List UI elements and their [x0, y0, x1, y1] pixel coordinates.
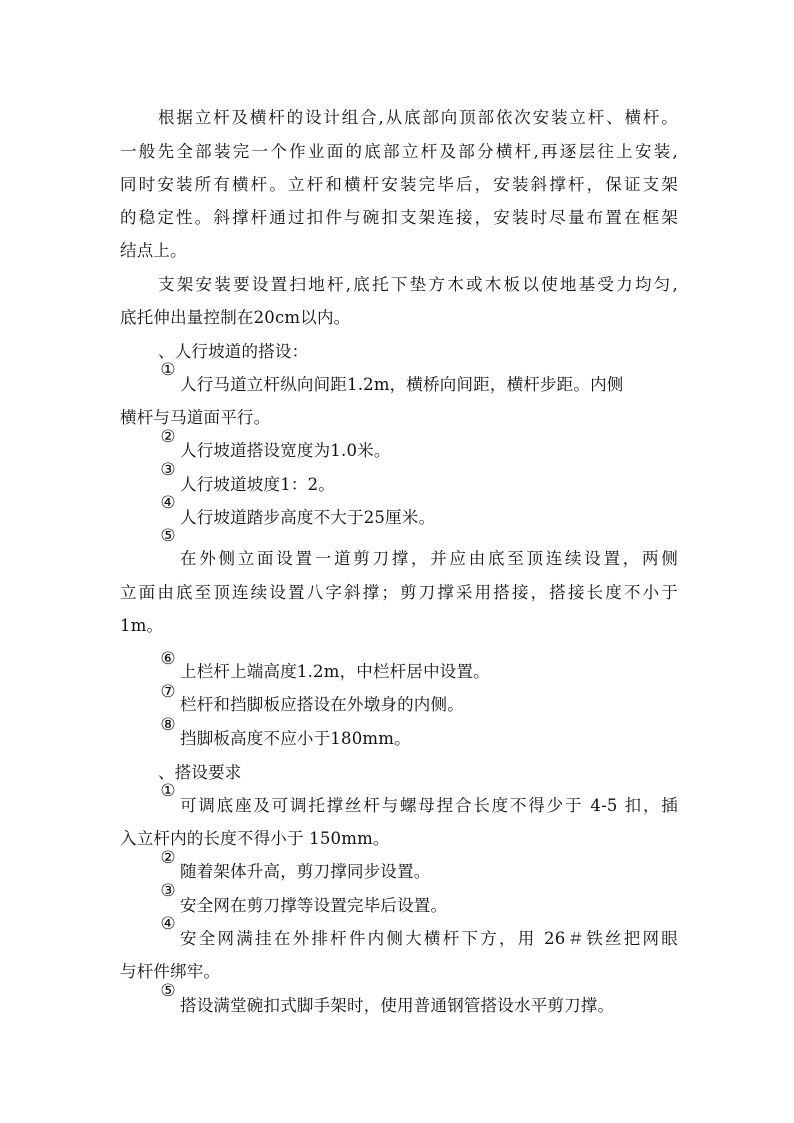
section2-item4-line-2: 与杆件绑牢。 — [120, 962, 221, 981]
circled-number-4-marker: ④ — [160, 493, 176, 513]
circled-number-5-marker: ⑤ — [160, 981, 176, 1001]
intro-p1-line-1: 根据立杆及横杆的设计组合,从底部向顶部依次安装立杆、横杆。 — [158, 108, 678, 127]
intro-p2-line-1: 支架安装要设置扫地杆,底托下垫方木或木板以使地基受力均匀, — [158, 275, 678, 294]
section2-item1-line-2: 入立杆内的长度不得小于 150mm。 — [120, 829, 390, 848]
circled-number-2-marker: ② — [160, 427, 176, 447]
section1-item3-line-1: 人行坡道坡度1：2。 — [180, 475, 335, 494]
circled-number-4-marker: ④ — [160, 914, 176, 934]
circled-number-5-marker: ⑤ — [160, 526, 176, 546]
circled-number-2-marker: ② — [160, 848, 176, 868]
section1-item1-line-1: 人行马道立杆纵向间距1.2m，横桥向间距，横杆步距。内侧 — [180, 375, 624, 394]
section2-item2-line-1: 随着架体升高，剪刀撑同步设置。 — [180, 862, 431, 881]
section1-title: 、人行坡道的搭设： — [158, 342, 309, 361]
section1-item1-line-2: 横杆与马道面平行。 — [120, 408, 271, 427]
section2-item1-line-1: 可调底座及可调托撑丝杆与螺母捏合长度不得少于 4-5 扣，插 — [180, 796, 678, 815]
section1-item5-line-3: 1m。 — [120, 616, 164, 635]
section1-item5-line-2: 立面由底至顶连续设置八字斜撑；剪刀撑采用搭接，搭接长度不小于 — [120, 583, 678, 602]
intro-p1-line-4: 的稳定性。斜撑杆通过扣件与碗扣支架连接，安装时尽量布置在框架 — [120, 208, 678, 227]
section1-item6-line-1: 上栏杆上端高度1.2m，中栏杆居中设置。 — [180, 662, 490, 681]
section1-item7-line-1: 栏杆和挡脚板应搭设在外墩身的内侧。 — [180, 695, 464, 714]
section1-item5-line-1: 在外侧立面设置一道剪刀撑，并应由底至顶连续设置，两侧 — [180, 549, 678, 568]
intro-p2-line-2: 底托伸出量控制在20cm以内。 — [120, 308, 351, 327]
section2-title: 、搭设要求 — [158, 763, 242, 782]
circled-number-1-marker: ① — [160, 781, 176, 801]
intro-p1-line-2: 一般先全部装完一个作业面的底部立杆及部分横杆,再逐层往上安装, — [120, 142, 678, 161]
circled-number-7-marker: ⑦ — [160, 682, 176, 702]
circled-number-6-marker: ⑥ — [160, 649, 176, 669]
section2-item3-line-1: 安全网在剪刀撑等设置完毕后设置。 — [180, 896, 448, 915]
section2-item5-line-1: 搭设满堂碗扣式脚手架时，使用普通钢管搭设水平剪刀撑。 — [180, 996, 615, 1015]
intro-p1-line-3: 同时安装所有横杆。立杆和横杆安装完毕后，安装斜撑杆，保证支架 — [120, 175, 678, 194]
section1-item2-line-1: 人行坡道搭设宽度为1.0米。 — [180, 441, 391, 460]
circled-number-1-marker: ① — [160, 360, 176, 380]
circled-number-8-marker: ⑧ — [160, 715, 176, 735]
section2-item4-line-1: 安全网满挂在外排杆件内侧大横杆下方，用 26＃铁丝把网眼 — [180, 929, 678, 948]
section1-item4-line-1: 人行坡道踏步高度不大于25厘米。 — [180, 508, 436, 527]
circled-number-3-marker: ③ — [160, 881, 176, 901]
circled-number-3-marker: ③ — [160, 460, 176, 480]
intro-p1-line-5: 结点上。 — [120, 241, 187, 260]
section1-item8-line-1: 挡脚板高度不应小于180mm。 — [180, 729, 411, 748]
